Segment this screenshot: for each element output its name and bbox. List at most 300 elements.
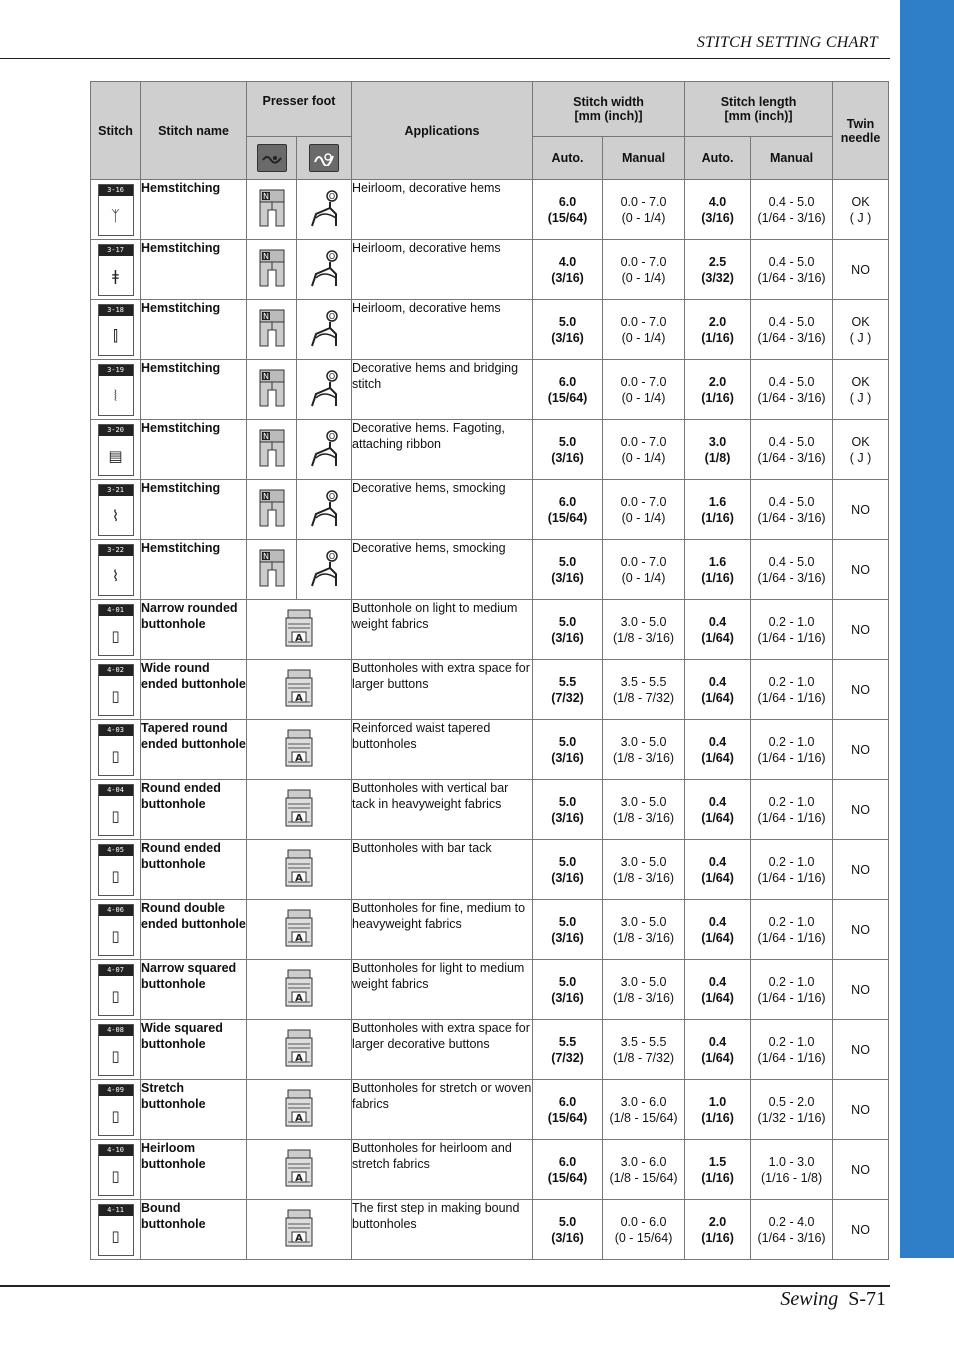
width-manual: 3.0 - 6.0 (1/8 - 15/64)	[603, 1080, 685, 1140]
width-manual: 0.0 - 7.0 (0 - 1/4)	[603, 300, 685, 360]
length-manual: 0.2 - 4.0 (1/64 - 3/16)	[751, 1200, 833, 1260]
width-auto: 4.0 (3/16)	[533, 240, 603, 300]
stitch-glyph: ▯	[111, 686, 120, 705]
presser-foot-a	[247, 1200, 352, 1260]
length-manual: 0.4 - 5.0 (1/64 - 3/16)	[751, 240, 833, 300]
width-manual: 0.0 - 7.0 (0 - 1/4)	[603, 480, 685, 540]
stitch-glyph: ▯	[111, 986, 120, 1005]
stitch-pattern-icon	[98, 364, 134, 416]
length-auto: 2.5 (3/32)	[685, 240, 751, 300]
stitch-cell	[91, 720, 141, 780]
svg-text:O: O	[328, 431, 336, 441]
presser-foot-o	[297, 180, 352, 240]
svg-text:A: A	[295, 752, 303, 764]
table-row	[91, 900, 889, 960]
presser-foot-o-icon	[308, 188, 340, 232]
table-row	[91, 360, 889, 420]
svg-text:N: N	[262, 431, 269, 441]
twin-needle: NO	[833, 960, 889, 1020]
length-manual: 0.4 - 5.0 (1/64 - 3/16)	[751, 480, 833, 540]
stitch-glyph: ᛉ	[110, 206, 120, 225]
stitch-pattern-icon	[98, 724, 134, 776]
page-number: S-71	[848, 1288, 886, 1310]
application: Decorative hems, smocking	[352, 540, 533, 600]
stitch-code: 4-02	[99, 665, 133, 676]
application: Heirloom, decorative hems	[352, 240, 533, 300]
twin-needle: OK ( J )	[833, 300, 889, 360]
stitch-code: 3-17	[99, 245, 133, 256]
buttonhole-foot-a-icon	[282, 1028, 316, 1072]
presser-foot-o	[297, 540, 352, 600]
twin-needle: OK ( J )	[833, 360, 889, 420]
table-row	[91, 180, 889, 240]
svg-text:A: A	[295, 1232, 303, 1244]
width-auto: 5.0 (3/16)	[533, 1200, 603, 1260]
width-auto: 6.0 (15/64)	[533, 1080, 603, 1140]
table-row	[91, 1140, 889, 1200]
stitch-pattern-icon	[98, 484, 134, 536]
stitch-name: Wide squared buttonhole	[141, 1020, 247, 1080]
stitch-glyph: ▯	[111, 806, 120, 825]
twin-needle: NO	[833, 1080, 889, 1140]
stitch-name: Stretch buttonhole	[141, 1080, 247, 1140]
table-row	[91, 240, 889, 300]
presser-foot-n	[247, 540, 297, 600]
header-stitch-name: Stitch name	[141, 82, 247, 180]
header-presser-foot: Presser foot	[247, 82, 352, 137]
presser-foot-a	[247, 1140, 352, 1200]
width-manual: 3.0 - 5.0 (1/8 - 3/16)	[603, 780, 685, 840]
width-auto: 5.0 (3/16)	[533, 960, 603, 1020]
length-manual: 0.4 - 5.0 (1/64 - 3/16)	[751, 540, 833, 600]
length-auto: 2.0 (1/16)	[685, 360, 751, 420]
twin-needle: NO	[833, 1140, 889, 1200]
length-manual: 0.2 - 1.0 (1/64 - 1/16)	[751, 900, 833, 960]
svg-text:A: A	[295, 1112, 303, 1124]
length-manual: 0.2 - 1.0 (1/64 - 1/16)	[751, 1020, 833, 1080]
stitch-pattern-icon	[98, 844, 134, 896]
stitch-pattern-icon	[98, 904, 134, 956]
presser-foot-n-icon	[256, 368, 288, 412]
stitch-name: Heirloom buttonhole	[141, 1140, 247, 1200]
application: Decorative hems and bridging stitch	[352, 360, 533, 420]
length-auto: 3.0 (1/8)	[685, 420, 751, 480]
stitch-name: Round double ended buttonhole	[141, 900, 247, 960]
length-auto: 0.4 (1/64)	[685, 900, 751, 960]
presser-foot-o-icon	[308, 488, 340, 532]
twin-needle: NO	[833, 480, 889, 540]
stitch-glyph: ǂ	[112, 266, 119, 285]
svg-text:A: A	[295, 812, 303, 824]
length-manual: 0.4 - 5.0 (1/64 - 3/16)	[751, 180, 833, 240]
width-auto: 6.0 (15/64)	[533, 480, 603, 540]
stitch-name: Hemstitching	[141, 360, 247, 420]
application: The first step in making bound buttonholes	[352, 1200, 533, 1260]
width-auto: 5.5 (7/32)	[533, 1020, 603, 1080]
twin-needle: NO	[833, 780, 889, 840]
table-row	[91, 660, 889, 720]
length-manual: 0.4 - 5.0 (1/64 - 3/16)	[751, 420, 833, 480]
application: Heirloom, decorative hems	[352, 300, 533, 360]
application: Buttonholes with extra space for larger decorative buttons	[352, 1020, 533, 1080]
presser-foot-o-icon	[308, 428, 340, 472]
length-auto: 4.0 (3/16)	[685, 180, 751, 240]
stitch-glyph: ▯	[111, 926, 120, 945]
twin-needle: OK ( J )	[833, 180, 889, 240]
stitch-pattern-icon	[98, 784, 134, 836]
stitch-pattern-icon	[98, 1024, 134, 1076]
width-auto: 5.0 (3/16)	[533, 900, 603, 960]
svg-text:N: N	[262, 491, 269, 501]
stitch-code: 3-19	[99, 365, 133, 376]
presser-foot-a	[247, 1020, 352, 1080]
stitch-glyph: ▤	[108, 446, 123, 465]
twin-needle: NO	[833, 660, 889, 720]
application: Buttonholes for heirloom and stretch fabrics	[352, 1140, 533, 1200]
stitch-pattern-icon	[98, 1144, 134, 1196]
buttonhole-foot-a-icon	[282, 908, 316, 952]
svg-text:O: O	[328, 491, 336, 501]
twin-needle: NO	[833, 1020, 889, 1080]
presser-foot-n-icon	[256, 308, 288, 352]
stitch-pattern-icon	[98, 664, 134, 716]
table-row	[91, 1080, 889, 1140]
stitch-code: 4-05	[99, 845, 133, 856]
width-auto: 5.0 (3/16)	[533, 600, 603, 660]
buttonhole-foot-a-icon	[282, 1208, 316, 1252]
stitch-cell	[91, 360, 141, 420]
table-row	[91, 1200, 889, 1260]
stitch-name: Round ended buttonhole	[141, 840, 247, 900]
buttonhole-foot-a-icon	[282, 668, 316, 712]
stitch-code: 4-06	[99, 905, 133, 916]
width-manual: 0.0 - 7.0 (0 - 1/4)	[603, 240, 685, 300]
stitch-glyph: ▯	[111, 626, 120, 645]
application: Heirloom, decorative hems	[352, 180, 533, 240]
width-auto: 5.5 (7/32)	[533, 660, 603, 720]
table-row	[91, 480, 889, 540]
table-row	[91, 420, 889, 480]
stitch-pattern-icon	[98, 424, 134, 476]
top-divider	[0, 58, 890, 59]
stitch-code: 3-16	[99, 185, 133, 196]
header-length-auto: Auto.	[685, 137, 751, 180]
stitch-pattern-icon	[98, 304, 134, 356]
stitch-name: Wide round ended buttonhole	[141, 660, 247, 720]
buttonhole-foot-a-icon	[282, 608, 316, 652]
length-auto: 0.4 (1/64)	[685, 960, 751, 1020]
header-applications: Applications	[352, 82, 533, 180]
length-manual: 1.0 - 3.0 (1/16 - 1/8)	[751, 1140, 833, 1200]
section-title: STITCH SETTING CHART	[696, 34, 878, 51]
stitch-cell	[91, 420, 141, 480]
application: Buttonholes for fine, medium to heavyweight fabrics	[352, 900, 533, 960]
svg-text:O: O	[328, 551, 336, 561]
width-manual: 3.0 - 6.0 (1/8 - 15/64)	[603, 1140, 685, 1200]
stitch-name: Narrow rounded buttonhole	[141, 600, 247, 660]
presser-foot-n-icon	[256, 548, 288, 592]
stitch-cell	[91, 480, 141, 540]
presser-foot-n-icon	[256, 188, 288, 232]
presser-foot-n	[247, 420, 297, 480]
length-auto: 0.4 (1/64)	[685, 720, 751, 780]
presser-foot-o	[297, 360, 352, 420]
width-manual: 3.0 - 5.0 (1/8 - 3/16)	[603, 900, 685, 960]
application: Buttonholes for light to medium weight fabrics	[352, 960, 533, 1020]
stitch-code: 4-09	[99, 1085, 133, 1096]
buttonhole-foot-a-icon	[282, 848, 316, 892]
presser-foot-a	[247, 720, 352, 780]
length-auto: 1.6 (1/16)	[685, 480, 751, 540]
stitch-cell	[91, 600, 141, 660]
twin-needle: NO	[833, 540, 889, 600]
stitch-cell	[91, 240, 141, 300]
stitch-pattern-icon	[98, 1204, 134, 1256]
svg-text:A: A	[295, 1172, 303, 1184]
stitch-glyph: ▯	[111, 1106, 120, 1125]
width-manual: 0.0 - 7.0 (0 - 1/4)	[603, 180, 685, 240]
header-twin-needle: Twin needle	[833, 82, 889, 180]
presser-foot-n-icon	[256, 248, 288, 292]
width-auto: 6.0 (15/64)	[533, 1140, 603, 1200]
presser-foot-n	[247, 240, 297, 300]
stitch-glyph: ⌇	[111, 566, 120, 585]
table-row	[91, 720, 889, 780]
length-manual: 0.4 - 5.0 (1/64 - 3/16)	[751, 300, 833, 360]
header-stitch-length: Stitch length [mm (inch)]	[685, 82, 833, 137]
twin-needle: NO	[833, 840, 889, 900]
svg-text:N: N	[262, 551, 269, 561]
stitch-name: Hemstitching	[141, 540, 247, 600]
bottom-divider	[0, 1285, 890, 1287]
buttonhole-foot-a-icon	[282, 728, 316, 772]
stitch-pattern-icon	[98, 544, 134, 596]
width-manual: 3.5 - 5.5 (1/8 - 7/32)	[603, 1020, 685, 1080]
length-auto: 0.4 (1/64)	[685, 1020, 751, 1080]
svg-text:O: O	[328, 371, 336, 381]
application: Decorative hems, smocking	[352, 480, 533, 540]
length-auto: 0.4 (1/64)	[685, 660, 751, 720]
chapter-side-tab	[900, 0, 954, 1258]
stitch-cell	[91, 1200, 141, 1260]
svg-text:A: A	[295, 872, 303, 884]
stitch-cell	[91, 1140, 141, 1200]
stitch-code: 4-01	[99, 605, 133, 616]
svg-text:O: O	[328, 311, 336, 321]
width-manual: 0.0 - 7.0 (0 - 1/4)	[603, 540, 685, 600]
stitch-cell	[91, 780, 141, 840]
width-auto: 5.0 (3/16)	[533, 420, 603, 480]
application: Reinforced waist tapered buttonholes	[352, 720, 533, 780]
stitch-cell	[91, 180, 141, 240]
stitch-name: Hemstitching	[141, 300, 247, 360]
application: Buttonholes for stretch or woven fabrics	[352, 1080, 533, 1140]
table-row	[91, 600, 889, 660]
page-footer	[780, 1288, 886, 1311]
width-auto: 5.0 (3/16)	[533, 540, 603, 600]
presser-foot-o-icon	[308, 308, 340, 352]
presser-foot-n	[247, 480, 297, 540]
presser-foot-a	[247, 960, 352, 1020]
twin-needle: NO	[833, 600, 889, 660]
twin-needle: NO	[833, 720, 889, 780]
presser-foot-a	[247, 780, 352, 840]
footer-chapter: Sewing	[780, 1288, 839, 1310]
stitch-name: Hemstitching	[141, 480, 247, 540]
stitch-cell	[91, 300, 141, 360]
twin-needle: NO	[833, 240, 889, 300]
presser-foot-n-icon	[256, 428, 288, 472]
length-manual: 0.2 - 1.0 (1/64 - 1/16)	[751, 960, 833, 1020]
length-auto: 2.0 (1/16)	[685, 300, 751, 360]
svg-text:N: N	[262, 251, 269, 261]
stitch-code: 4-03	[99, 725, 133, 736]
stitch-name: Hemstitching	[141, 240, 247, 300]
stitch-pattern-icon	[98, 964, 134, 1016]
length-manual: 0.2 - 1.0 (1/64 - 1/16)	[751, 840, 833, 900]
stitch-code: 4-04	[99, 785, 133, 796]
stitch-code: 4-11	[99, 1205, 133, 1216]
length-auto: 0.4 (1/64)	[685, 600, 751, 660]
svg-text:O: O	[328, 191, 336, 201]
presser-foot-a	[247, 660, 352, 720]
application: Buttonholes with bar tack	[352, 840, 533, 900]
table-row	[91, 300, 889, 360]
stitch-code: 3-20	[99, 425, 133, 436]
header-foot-icon-1	[247, 137, 297, 180]
length-manual: 0.4 - 5.0 (1/64 - 3/16)	[751, 360, 833, 420]
length-manual: 0.2 - 1.0 (1/64 - 1/16)	[751, 780, 833, 840]
stitch-cell	[91, 1020, 141, 1080]
length-manual: 0.2 - 1.0 (1/64 - 1/16)	[751, 600, 833, 660]
stitch-pattern-icon	[98, 604, 134, 656]
stitch-name: Hemstitching	[141, 420, 247, 480]
stitch-name: Bound buttonhole	[141, 1200, 247, 1260]
stitch-cell	[91, 960, 141, 1020]
presser-foot-o-icon	[308, 248, 340, 292]
presser-foot-n	[247, 360, 297, 420]
length-auto: 1.6 (1/16)	[685, 540, 751, 600]
twin-needle: NO	[833, 1200, 889, 1260]
presser-foot-o-icon	[308, 368, 340, 412]
buttonhole-foot-a-icon	[282, 1148, 316, 1192]
presser-foot-n-icon	[256, 488, 288, 532]
svg-text:A: A	[295, 1052, 303, 1064]
length-auto: 1.5 (1/16)	[685, 1140, 751, 1200]
svg-text:A: A	[295, 632, 303, 644]
length-auto: 2.0 (1/16)	[685, 1200, 751, 1260]
svg-text:A: A	[295, 932, 303, 944]
presser-foot-a	[247, 1080, 352, 1140]
stitch-code: 3-18	[99, 305, 133, 316]
stitch-cell	[91, 660, 141, 720]
svg-text:O: O	[328, 251, 336, 261]
table-row	[91, 1020, 889, 1080]
stitch-code: 3-22	[99, 545, 133, 556]
twin-foot-icon	[309, 144, 339, 172]
header-length-manual: Manual	[751, 137, 833, 180]
presser-foot-o	[297, 480, 352, 540]
buttonhole-foot-a-icon	[282, 1088, 316, 1132]
svg-text:N: N	[262, 311, 269, 321]
header-stitch-width: Stitch width [mm (inch)]	[533, 82, 685, 137]
application: Decorative hems. Fagoting, attaching ribbon	[352, 420, 533, 480]
stitch-glyph: ⌇	[111, 506, 120, 525]
stitch-glyph: ▯	[111, 1226, 120, 1245]
presser-foot-o	[297, 240, 352, 300]
width-manual: 0.0 - 7.0 (0 - 1/4)	[603, 360, 685, 420]
presser-foot-n	[247, 180, 297, 240]
application: Buttonholes with extra space for larger buttons	[352, 660, 533, 720]
stitch-cell	[91, 840, 141, 900]
stitch-name: Tapered round ended buttonhole	[141, 720, 247, 780]
length-auto: 0.4 (1/64)	[685, 840, 751, 900]
width-auto: 5.0 (3/16)	[533, 300, 603, 360]
svg-text:A: A	[295, 692, 303, 704]
svg-text:N: N	[262, 191, 269, 201]
stitch-glyph: ▯	[111, 866, 120, 885]
width-auto: 5.0 (3/16)	[533, 780, 603, 840]
table-row	[91, 960, 889, 1020]
stitch-glyph: ▯	[111, 1166, 120, 1185]
width-auto: 5.0 (3/16)	[533, 720, 603, 780]
twin-needle: OK ( J )	[833, 420, 889, 480]
twin-needle: NO	[833, 900, 889, 960]
width-manual: 0.0 - 7.0 (0 - 1/4)	[603, 420, 685, 480]
width-manual: 0.0 - 6.0 (0 - 15/64)	[603, 1200, 685, 1260]
table-row	[91, 780, 889, 840]
length-manual: 0.2 - 1.0 (1/64 - 1/16)	[751, 720, 833, 780]
stitch-cell	[91, 900, 141, 960]
stitch-name: Narrow squared buttonhole	[141, 960, 247, 1020]
width-manual: 3.0 - 5.0 (1/8 - 3/16)	[603, 840, 685, 900]
stitch-code: 3-21	[99, 485, 133, 496]
header-width-auto: Auto.	[533, 137, 603, 180]
stitch-glyph: ▯	[111, 746, 120, 765]
stitch-code: 4-07	[99, 965, 133, 976]
header-foot-icon-2	[297, 137, 352, 180]
table-row	[91, 840, 889, 900]
length-auto: 1.0 (1/16)	[685, 1080, 751, 1140]
stitch-setting-table	[90, 81, 889, 1260]
presser-foot-a	[247, 600, 352, 660]
presser-foot-a	[247, 840, 352, 900]
length-auto: 0.4 (1/64)	[685, 780, 751, 840]
stitch-pattern-icon	[98, 244, 134, 296]
stitch-name: Hemstitching	[141, 180, 247, 240]
width-manual: 3.0 - 5.0 (1/8 - 3/16)	[603, 720, 685, 780]
table-row	[91, 540, 889, 600]
stitch-glyph: ▯	[111, 1046, 120, 1065]
stitch-cell	[91, 1080, 141, 1140]
width-auto: 5.0 (3/16)	[533, 840, 603, 900]
stitch-glyph: ⦚	[113, 386, 118, 405]
presser-foot-o	[297, 420, 352, 480]
stitch-cell	[91, 540, 141, 600]
stitch-code: 4-10	[99, 1145, 133, 1156]
svg-text:A: A	[295, 992, 303, 1004]
stitch-name: Round ended buttonhole	[141, 780, 247, 840]
header-stitch: Stitch	[91, 82, 141, 180]
presser-foot-icon	[257, 144, 287, 172]
width-auto: 6.0 (15/64)	[533, 360, 603, 420]
header-width-manual: Manual	[603, 137, 685, 180]
presser-foot-n	[247, 300, 297, 360]
buttonhole-foot-a-icon	[282, 788, 316, 832]
presser-foot-o-icon	[308, 548, 340, 592]
presser-foot-o	[297, 300, 352, 360]
stitch-code: 4-08	[99, 1025, 133, 1036]
